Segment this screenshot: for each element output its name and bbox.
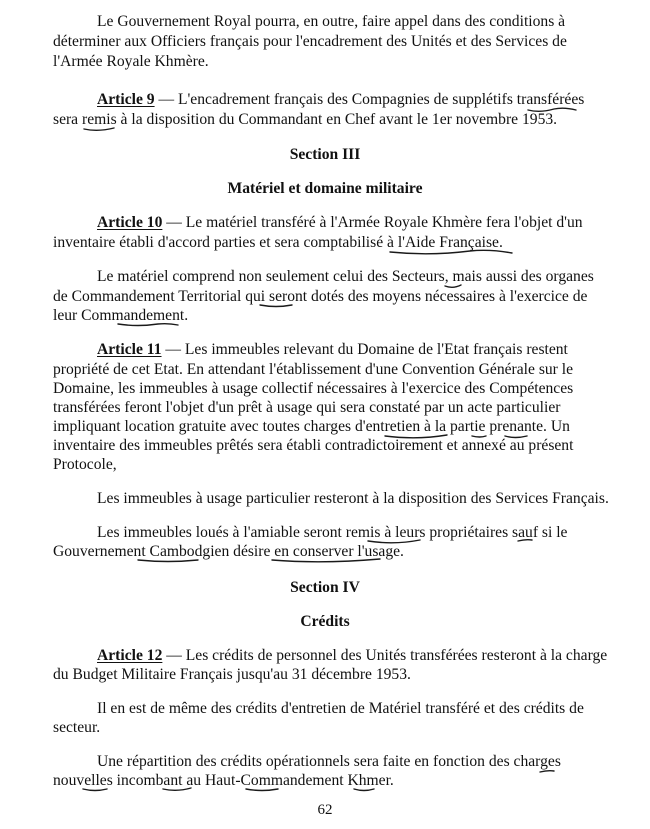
article-12-line bbox=[97, 646, 610, 666]
paragraph-line: propriété de cet Etat. En attendant l'établissement d'une Convention Générale sur le bbox=[53, 361, 574, 378]
article-12-text: — Les crédits de personnel des Unités transférées resteront à la charge bbox=[162, 647, 608, 664]
article-10-line bbox=[97, 213, 610, 233]
article-11-text: — Les immeubles relevant du Domaine de l'Etat français restent bbox=[161, 341, 568, 358]
paragraph-line: secteur. bbox=[53, 719, 101, 736]
paragraph-line: inventaire des immeubles prêtés sera établi contradictoirement et annexé au présent bbox=[53, 437, 574, 454]
section-4-subtitle: Crédits bbox=[300, 613, 350, 630]
paragraph-line: Gouvernement Cambodgien désire en conserver l'usage. bbox=[53, 543, 404, 560]
paragraph-line: Une répartition des crédits opérationnels sera faite en fonction des charges bbox=[97, 753, 561, 770]
paragraph-line: de Commandement Territorial qui seront dotés des moyens nécessaires à l'exercice de bbox=[53, 288, 588, 305]
paragraph-line: du Budget Militaire Français jusqu'au 31 décembre 1953. bbox=[53, 666, 411, 683]
article-11-label: Article 11 bbox=[97, 341, 162, 358]
article-9-text: — L'encadrement français des Compagnies de supplétifs transférées bbox=[154, 91, 585, 108]
paragraph-line: nouvelles incombant au Haut-Commandement Khmer. bbox=[53, 772, 394, 789]
page-number: 62 bbox=[317, 802, 333, 818]
section-4-title: Section IV bbox=[290, 579, 360, 596]
article-11-line bbox=[97, 340, 610, 360]
paragraph-line: Domaine, les immeubles à usage collectif nécessaires à l'exercice des Compétences bbox=[53, 380, 574, 397]
paragraph-line: Le matériel comprend non seulement celui des Secteurs, mais aussi des organes bbox=[97, 268, 594, 285]
paragraph-line: Le Gouvernement Royal pourra, en outre, faire appel dans des conditions à bbox=[97, 13, 566, 30]
section-3-title: Section III bbox=[289, 146, 361, 163]
paragraph-line: leur Commandement. bbox=[53, 307, 189, 324]
article-12-label: Article 12 bbox=[97, 647, 163, 664]
paragraph-line: Protocole, bbox=[53, 456, 117, 473]
paragraph-line: Les immeubles à usage particulier resteront à la disposition des Services Français. bbox=[97, 490, 609, 507]
paragraph-line: Les immeubles loués à l'amiable seront remis à leurs propriétaires sauf si le bbox=[97, 524, 568, 541]
article-10-text: — Le matériel transféré à l'Armée Royale Khmère fera l'objet d'un bbox=[162, 214, 583, 231]
paragraph-line: inventaire établi d'accord parties et sera comptabilisé à l'Aide Française. bbox=[53, 234, 503, 251]
paragraph-line: sera remis à la disposition du Commandant en Chef avant le 1er novembre 1953. bbox=[53, 111, 558, 128]
paragraph-line: l'Armée Royale Khmère. bbox=[53, 53, 209, 70]
article-9-line bbox=[97, 90, 610, 110]
section-3-subtitle: Matériel et domaine militaire bbox=[227, 180, 423, 197]
article-9-label: Article 9 bbox=[97, 91, 155, 108]
paragraph-line: Il en est de même des crédits d'entretien de Matériel transféré et des crédits de bbox=[97, 700, 584, 717]
article-10-label: Article 10 bbox=[97, 214, 163, 231]
paragraph-line: déterminer aux Officiers français pour l'encadrement des Unités et des Services de bbox=[53, 33, 567, 50]
paragraph-line: impliquant location gratuite avec toutes charges d'entretien à la partie prenante. Un bbox=[53, 418, 570, 435]
paragraph-line: transférées feront l'objet d'un prêt à usage qui sera constaté par un acte particulier bbox=[53, 399, 561, 416]
